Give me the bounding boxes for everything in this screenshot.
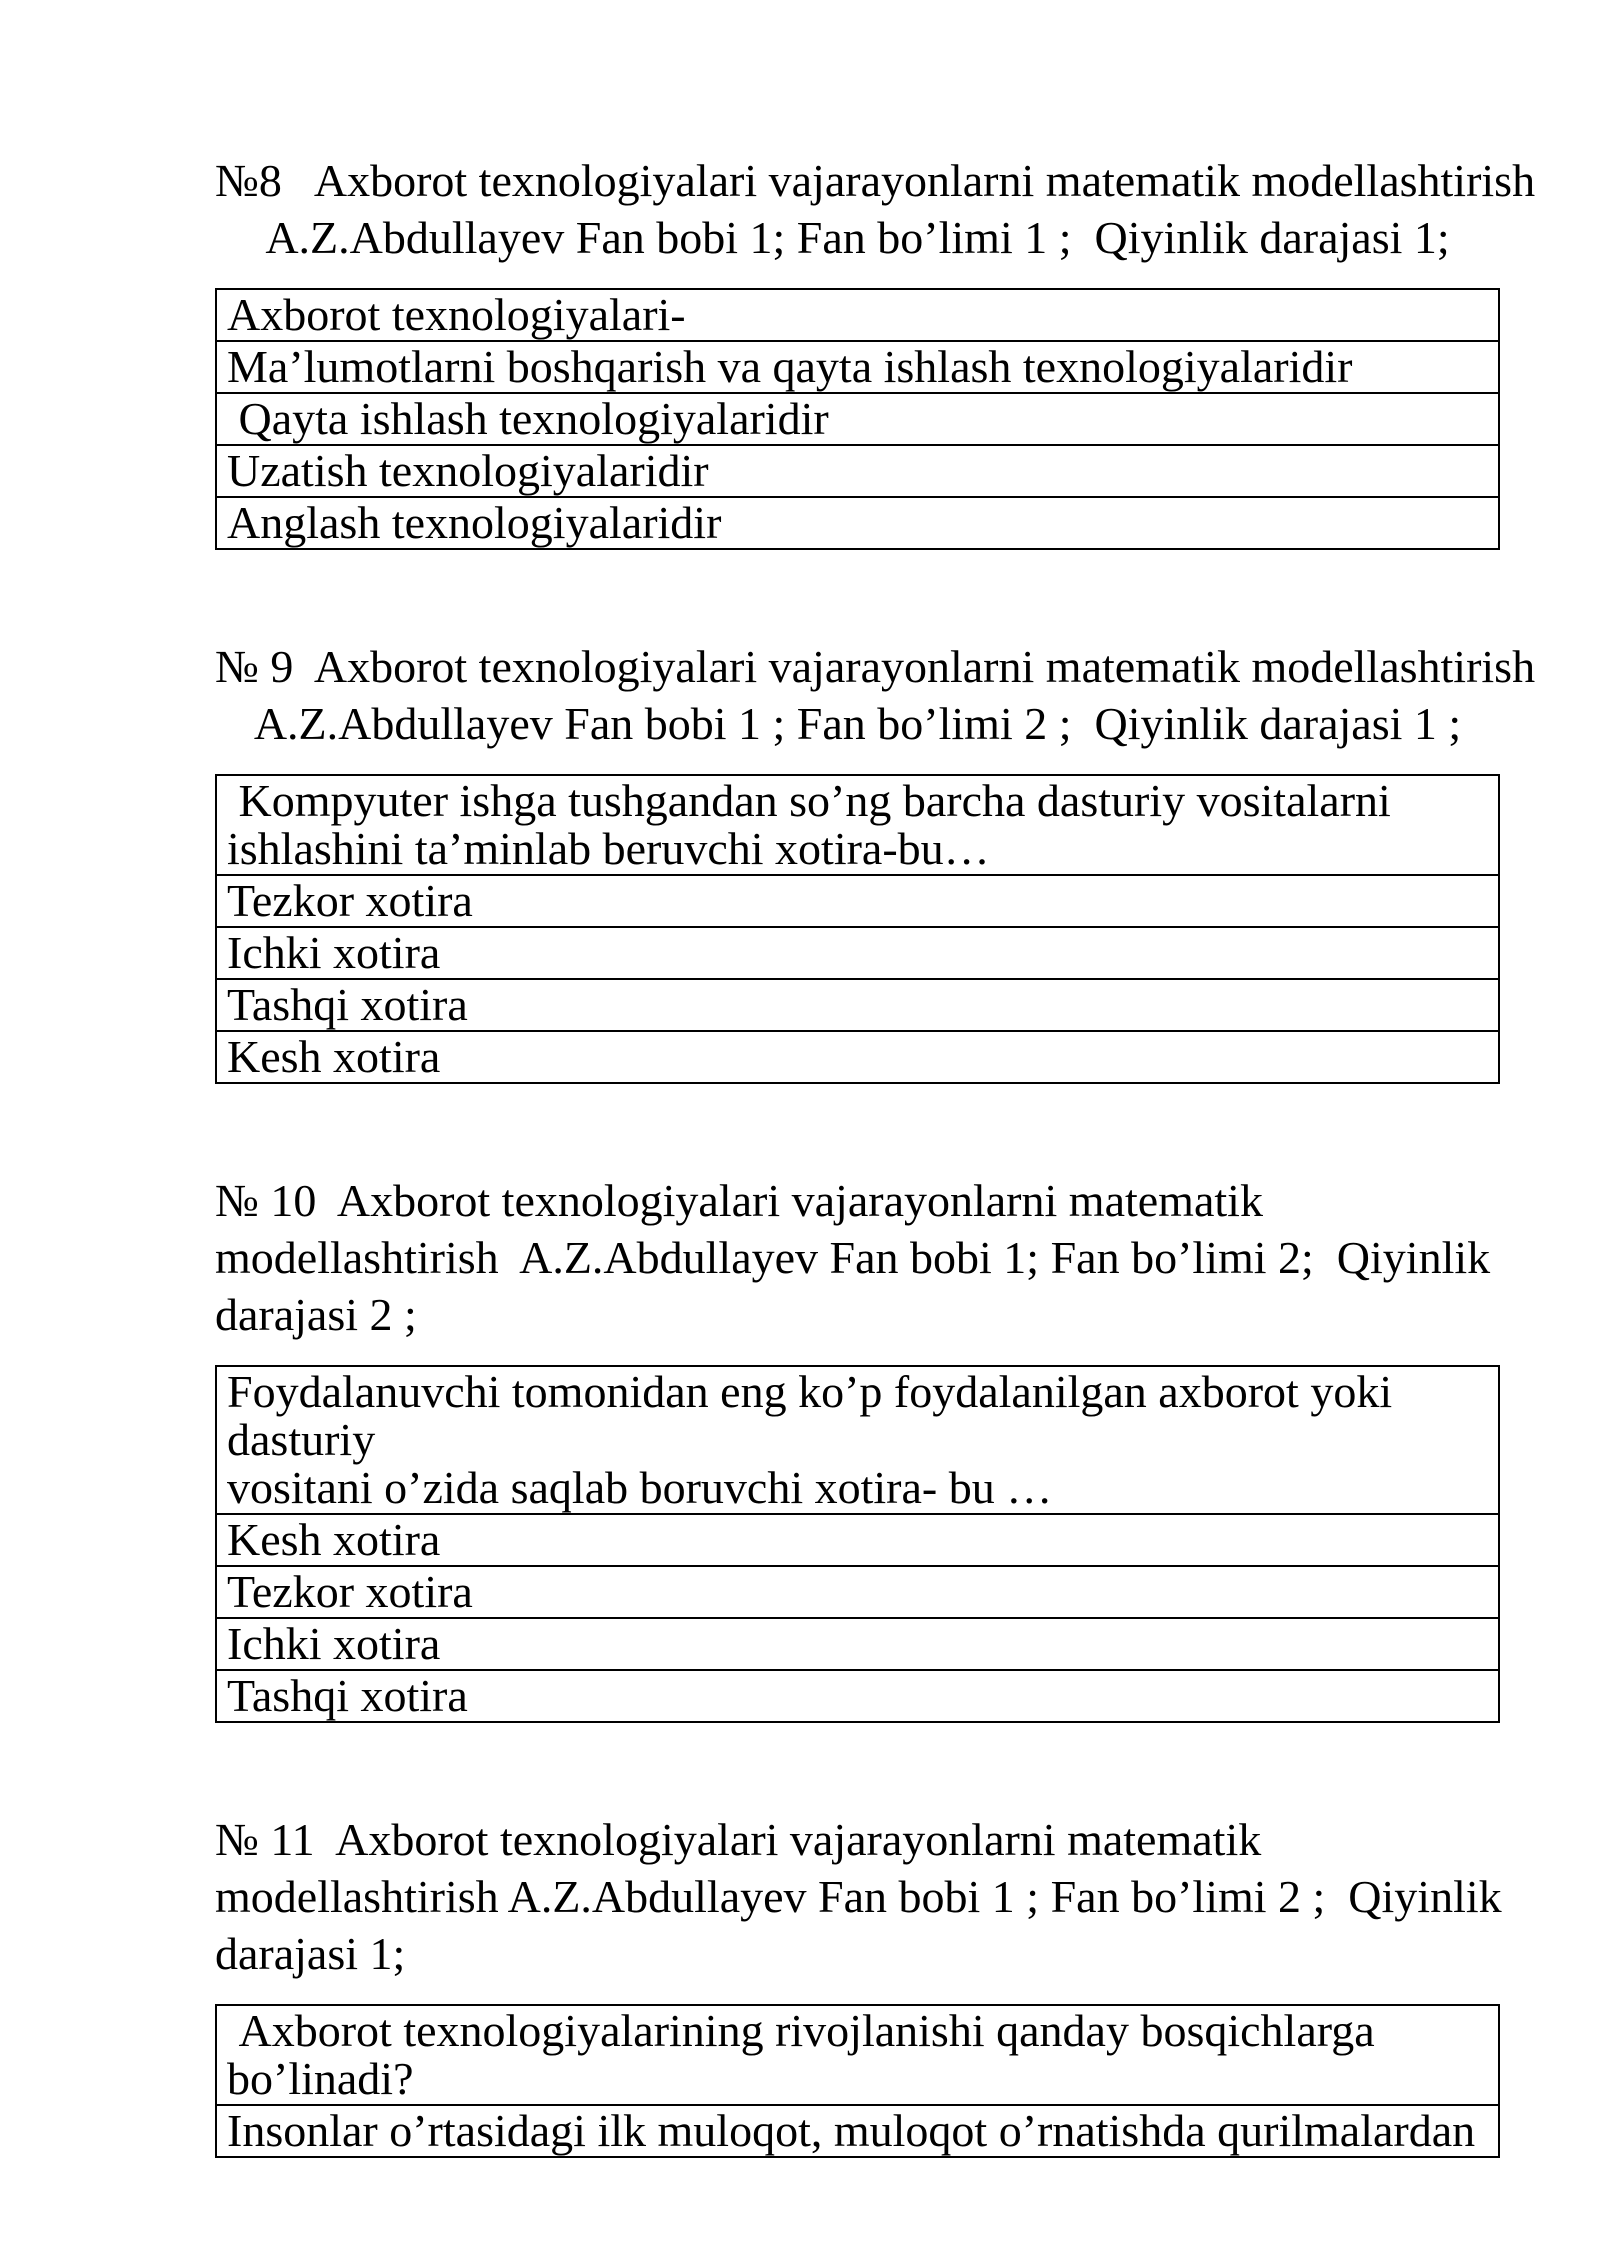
- table-row: [216, 497, 1499, 549]
- table-row: [216, 445, 1499, 497]
- answer-text: Tashqi xotira: [227, 979, 468, 1030]
- question-text: Foydalanuvchi tomonidan eng ko’p foydalanilgan axborot yoki dasturiy: [227, 1366, 1404, 1465]
- answer-text: Tezkor xotira: [227, 875, 473, 926]
- answer-text: Anglash texnologiyalaridir: [227, 497, 722, 548]
- question-header: [215, 152, 1536, 266]
- table-row: [216, 927, 1499, 979]
- question-block-11: [215, 1811, 1500, 2158]
- table-row: [216, 875, 1499, 927]
- answer-text: Tezkor xotira: [227, 1566, 473, 1617]
- table-row: [216, 1618, 1499, 1670]
- answers-table: [215, 2004, 1500, 2158]
- question-block-9: [215, 638, 1536, 1084]
- question-row: [216, 775, 1499, 875]
- header-line: A.Z.Abdullayev Fan bobi 1 ; Fan bo’limi 2 ; Qiyinlik darajasi 1 ;: [253, 698, 1462, 749]
- question-header: [215, 1811, 1500, 1982]
- table-row: [216, 341, 1499, 393]
- table-row: [216, 1566, 1499, 1618]
- page-content: [215, 0, 1536, 2158]
- question-header: [215, 638, 1536, 752]
- answer-text: Ichki xotira: [227, 927, 441, 978]
- question-text: Kompyuter ishga tushgandan so’ng barcha dasturiy vositalarni: [227, 775, 1391, 826]
- question-block-10: [215, 1172, 1500, 1723]
- header-line: modellashtirish A.Z.Abdullayev Fan bobi 1 ; Fan bo’limi 2 ; Qiyinlik: [215, 1871, 1502, 1922]
- answer-text: Ma’lumotlarni boshqarish va qayta ishlash texnologiyalaridir: [227, 341, 1353, 392]
- header-line: darajasi 2 ;: [215, 1289, 417, 1340]
- answer-text: Ichki xotira: [227, 1618, 441, 1669]
- header-line: № 9 Axborot texnologiyalari vajarayonlarni matematik modellashtirish: [215, 641, 1536, 692]
- table-row: [216, 393, 1499, 445]
- answer-text: Kesh xotira: [227, 1031, 441, 1082]
- header-line: № 11 Axborot texnologiyalari vajarayonlarni matematik: [215, 1814, 1262, 1865]
- table-row: [216, 2105, 1499, 2157]
- header-line: №8 Axborot texnologiyalari vajarayonlarni matematik modellashtirish: [215, 155, 1536, 206]
- table-row: [216, 289, 1499, 341]
- answer-text: Kesh xotira: [227, 1514, 441, 1565]
- header-line: darajasi 1;: [215, 1928, 406, 1979]
- answers-table: [215, 288, 1500, 550]
- question-text: bo’linadi?: [227, 2053, 414, 2104]
- question-row: [216, 2005, 1499, 2105]
- table-row: [216, 1514, 1499, 1566]
- table-row: [216, 1670, 1499, 1722]
- answers-table: [215, 1365, 1500, 1723]
- question-text: Axborot texnologiyalarining rivojlanishi qanday bosqichlarga: [227, 2005, 1375, 2056]
- question-block-8: [215, 152, 1536, 550]
- table-row: [216, 1031, 1499, 1083]
- header-line: A.Z.Abdullayev Fan bobi 1; Fan bo’limi 1 ; Qiyinlik darajasi 1;: [265, 212, 1450, 263]
- answer-text: Qayta ishlash texnologiyalaridir: [227, 393, 829, 444]
- answer-text: Tashqi xotira: [227, 1670, 468, 1721]
- question-row: [216, 1366, 1499, 1514]
- table-row: [216, 979, 1499, 1031]
- header-line: № 10 Axborot texnologiyalari vajarayonlarni matematik: [215, 1175, 1263, 1226]
- answer-text: Uzatish texnologiyalaridir: [227, 445, 709, 496]
- answers-table: [215, 774, 1500, 1084]
- question-text: ishlashini ta’minlab beruvchi xotira-bu…: [227, 823, 990, 874]
- header-line: modellashtirish A.Z.Abdullayev Fan bobi 1; Fan bo’limi 2; Qiyinlik: [215, 1232, 1491, 1283]
- question-text: vositani o’zida saqlab boruvchi xotira- bu …: [227, 1462, 1053, 1513]
- question-header: [215, 1172, 1500, 1343]
- answer-text: Axborot texnologiyalari-: [227, 289, 686, 340]
- answer-text: Insonlar o’rtasidagi ilk muloqot, muloqot o’rnatishda qurilmalardan: [227, 2105, 1476, 2156]
